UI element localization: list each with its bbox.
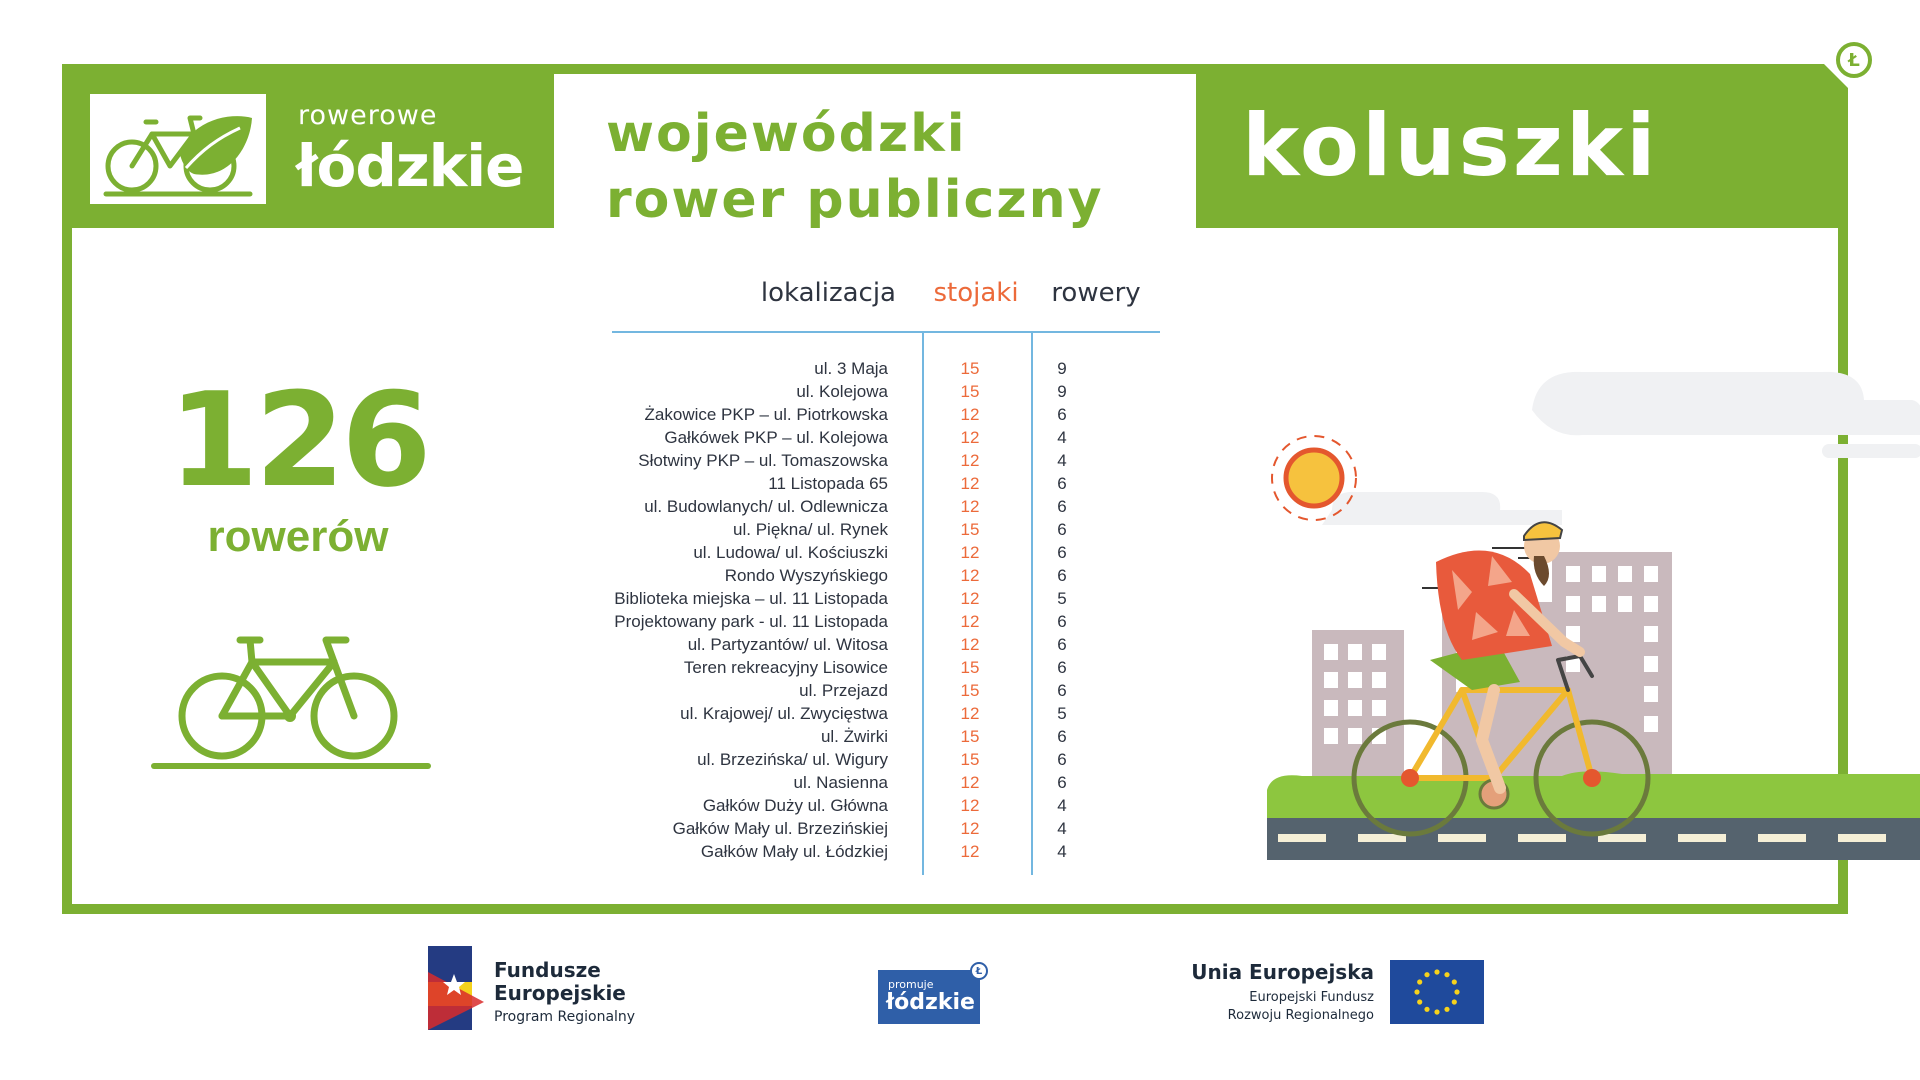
station-racks: 12 <box>960 773 980 792</box>
table-row <box>560 495 1160 518</box>
station-racks: 12 <box>960 819 980 838</box>
station-location: Rondo Wyszyńskiego <box>724 566 888 585</box>
station-bikes: 6 <box>1057 727 1067 746</box>
station-racks: 12 <box>960 635 980 654</box>
station-bikes: 9 <box>1057 359 1067 378</box>
station-location: ul. Budowlanych/ ul. Odlewnicza <box>644 497 888 516</box>
bike-count-label: rowerów <box>207 512 389 561</box>
table-row <box>560 610 1160 633</box>
table-row <box>560 748 1160 771</box>
station-bikes: 6 <box>1057 566 1067 585</box>
brand-name-line2: łódzkie <box>296 132 524 200</box>
station-bikes: 6 <box>1057 612 1067 631</box>
brand-name-line1: rowerowe <box>298 100 438 131</box>
station-location: Słotwiny PKP – ul. Tomaszowska <box>638 451 888 470</box>
station-bikes: 6 <box>1057 635 1067 654</box>
station-racks: 15 <box>960 382 980 401</box>
table-row <box>560 426 1160 449</box>
station-racks: 12 <box>960 428 980 447</box>
table-row <box>560 794 1160 817</box>
station-bikes: 6 <box>1057 520 1067 539</box>
station-racks: 12 <box>960 405 980 424</box>
table-row <box>560 449 1160 472</box>
station-racks: 12 <box>960 474 980 493</box>
station-racks: 12 <box>960 589 980 608</box>
cyclist-illustration <box>1262 360 1920 874</box>
station-racks: 12 <box>960 543 980 562</box>
table-row <box>560 403 1160 426</box>
table-row <box>560 840 1160 863</box>
station-bikes: 5 <box>1057 589 1067 608</box>
station-bikes: 4 <box>1057 796 1067 815</box>
station-bikes: 4 <box>1057 842 1067 861</box>
station-location: Projektowany park - ul. 11 Listopada <box>614 612 888 631</box>
station-location: Biblioteka miejska – ul. 11 Listopada <box>614 589 888 608</box>
station-location: Żakowice PKP – ul. Piotrkowska <box>644 405 888 424</box>
station-location: ul. Kolejowa <box>796 382 888 401</box>
bike-leaf-logo-icon <box>90 94 266 204</box>
station-racks: 12 <box>960 451 980 470</box>
table-row <box>560 725 1160 748</box>
station-location: ul. Krajowej/ ul. Zwycięstwa <box>680 704 888 723</box>
bike-count: 126 <box>168 364 428 516</box>
fe-logo-line3: Program Regionalny <box>494 1009 636 1025</box>
promuje-badge-icon: Ł <box>970 962 988 980</box>
station-racks: 15 <box>960 658 980 677</box>
table-row <box>560 633 1160 656</box>
table-row <box>560 679 1160 702</box>
table-row <box>560 817 1160 840</box>
cloud-icon <box>1322 372 1920 525</box>
station-bikes: 4 <box>1057 428 1067 447</box>
bicycle-icon <box>150 630 434 774</box>
station-location: ul. Żwirki <box>820 727 888 746</box>
station-racks: 12 <box>960 842 980 861</box>
header-top-strip <box>554 64 1196 74</box>
fe-logo-line2: Europejskie <box>494 981 626 1005</box>
table-row <box>560 541 1160 564</box>
promuje-logo-line1: promuje <box>888 978 934 991</box>
station-racks: 15 <box>960 727 980 746</box>
station-location: ul. Przejazd <box>799 681 888 700</box>
station-racks: 15 <box>960 520 980 539</box>
station-bikes: 6 <box>1057 750 1067 769</box>
eu-logo-line3: Rozwoju Regionalnego <box>1227 1008 1374 1023</box>
station-bikes: 6 <box>1057 773 1067 792</box>
station-location: ul. Ludowa/ ul. Kościuszki <box>693 543 888 562</box>
station-racks: 12 <box>960 612 980 631</box>
station-location: ul. Piękna/ ul. Rynek <box>733 520 888 539</box>
lodzkie-corner-logo-icon: Ł <box>1836 42 1872 78</box>
station-location: Gałkówek PKP – ul. Kolejowa <box>664 428 888 447</box>
eu-logo-line1: Unia Europejska <box>1191 960 1374 984</box>
station-bikes: 4 <box>1057 451 1067 470</box>
table-row <box>560 564 1160 587</box>
stations-table <box>560 357 1160 863</box>
table-row <box>560 656 1160 679</box>
station-location: ul. Partyzantów/ ul. Witosa <box>687 635 888 654</box>
station-location: Gałków Mały ul. Łódzkiej <box>700 842 888 861</box>
station-bikes: 6 <box>1057 658 1067 677</box>
station-bikes: 6 <box>1057 405 1067 424</box>
station-location: ul. Brzezińska/ ul. Wigury <box>697 750 888 769</box>
table-row <box>560 380 1160 403</box>
station-racks: 12 <box>960 704 980 723</box>
station-bikes: 6 <box>1057 474 1067 493</box>
station-location: Teren rekreacyjny Lisowice <box>683 658 888 677</box>
station-bikes: 5 <box>1057 704 1067 723</box>
table-row <box>560 702 1160 725</box>
table-row <box>560 771 1160 794</box>
page-title-line2: rower publiczny <box>606 170 1104 230</box>
eu-flag-icon <box>1390 960 1484 1028</box>
station-racks: 15 <box>960 681 980 700</box>
station-racks: 15 <box>960 750 980 769</box>
column-header-bikes: rowery <box>1051 278 1141 308</box>
promuje-logo-line2: łódzkie <box>886 990 975 1015</box>
station-location: ul. 3 Maja <box>814 359 888 378</box>
station-location: Gałków Duży ul. Główna <box>702 796 888 815</box>
page-title-line1: wojewódzki <box>606 104 967 164</box>
table-row <box>560 472 1160 495</box>
station-racks: 12 <box>960 566 980 585</box>
column-header-location: lokalizacja <box>760 278 896 308</box>
fe-star-logo-icon <box>428 946 484 1034</box>
station-bikes: 4 <box>1057 819 1067 838</box>
table-row <box>560 587 1160 610</box>
station-location: 11 Listopada 65 <box>768 474 888 493</box>
station-location: ul. Nasienna <box>793 773 888 792</box>
station-racks: 15 <box>960 359 980 378</box>
city-name: koluszki <box>1242 96 1659 196</box>
station-bikes: 6 <box>1057 543 1067 562</box>
station-racks: 12 <box>960 497 980 516</box>
station-bikes: 6 <box>1057 497 1067 516</box>
table-header-divider <box>612 331 1160 333</box>
fe-logo-line1: Fundusze <box>494 958 601 982</box>
station-location: Gałków Mały ul. Brzezińskiej <box>672 819 888 838</box>
station-racks: 12 <box>960 796 980 815</box>
table-row <box>560 357 1160 380</box>
station-bikes: 6 <box>1057 681 1067 700</box>
eu-logo-line2: Europejski Fundusz <box>1249 990 1374 1005</box>
station-bikes: 9 <box>1057 382 1067 401</box>
table-row <box>560 518 1160 541</box>
column-header-racks: stojaki <box>933 278 1019 308</box>
